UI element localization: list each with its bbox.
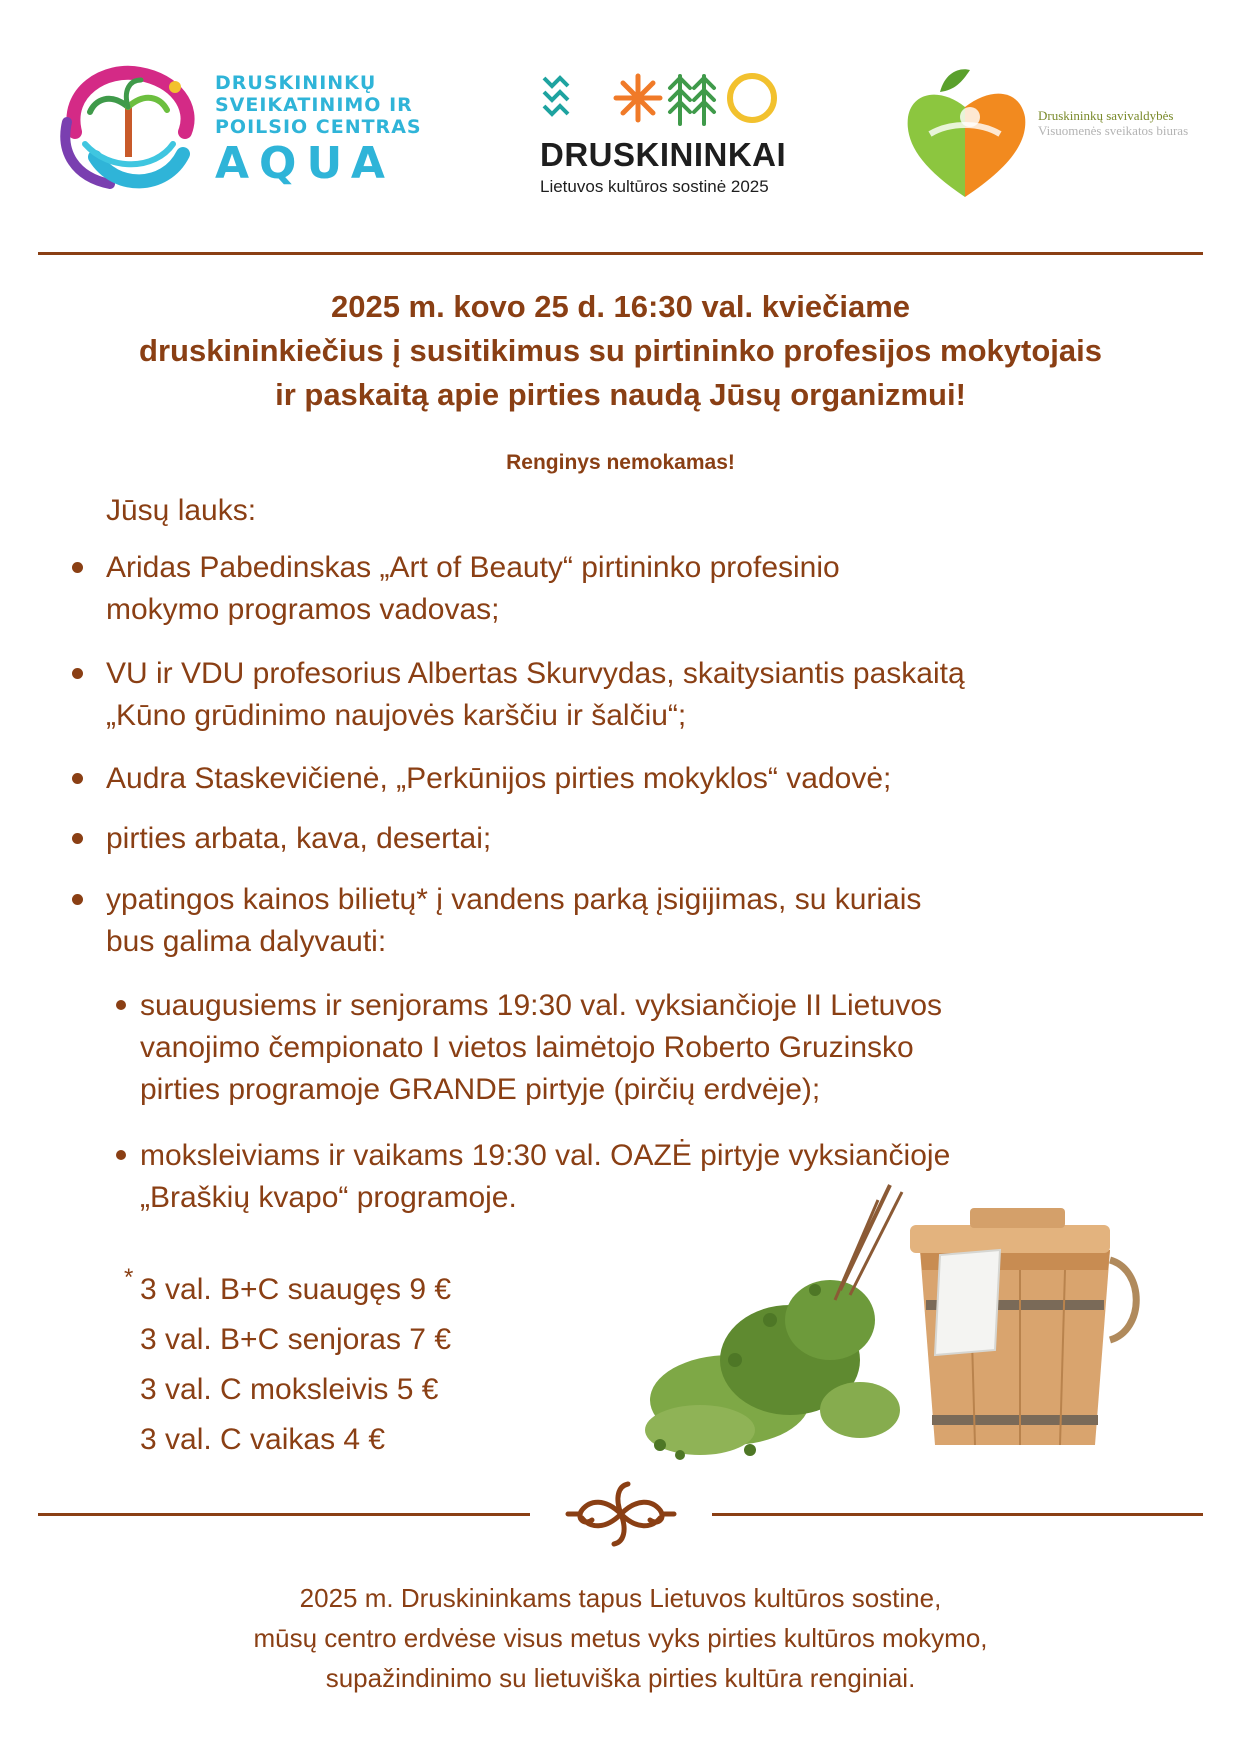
footer-line-2: mūsų centro erdvėse visus metus vyks pirties kultūros mokymo, xyxy=(253,1623,988,1653)
bullet-icon xyxy=(72,773,83,784)
list-item-line: pirties arbata, kava, desertai; xyxy=(106,822,492,855)
bottom-divider-left xyxy=(38,1513,530,1516)
bullet-icon xyxy=(72,668,83,679)
druskininkai-symbols-icon xyxy=(540,70,780,130)
folk-ornament-icon xyxy=(560,1478,682,1550)
sub-list-item-line: „Braškių kvapo“ programoje. xyxy=(140,1181,517,1214)
price-list xyxy=(124,1264,452,1465)
price-line: 3 val. C vaikas 4 € xyxy=(140,1423,386,1456)
sub-list-item-line: suaugusiems ir senjorams 19:30 val. vyksiančioje II Lietuvos xyxy=(140,989,943,1022)
druskininkai-logo xyxy=(530,70,800,200)
aqua-line-3: POILSIO CENTRAS xyxy=(215,116,422,138)
aqua-line-2: SVEIKATINIMO IR xyxy=(215,94,413,116)
bottom-divider-right xyxy=(712,1513,1203,1516)
free-event-note: Renginys nemokamas! xyxy=(506,451,735,474)
bullet-icon xyxy=(72,833,83,844)
heart-apple-icon xyxy=(900,62,1035,202)
headline-line-2: druskininkiečius į susitikimus su pirtininko profesijos mokytojais xyxy=(139,333,1102,368)
aqua-line-4: AQUA xyxy=(215,138,395,189)
footer-line-3: supažindinimo su lietuviška pirties kultūra renginiai. xyxy=(325,1663,916,1693)
bullet-icon xyxy=(116,1150,126,1160)
bullet-icon xyxy=(116,1000,126,1010)
sauna-bucket-icon xyxy=(640,1180,1180,1470)
druskininkai-subtitle: Lietuvos kultūros sostinė 2025 xyxy=(540,177,769,196)
list-item-line: VU ir VDU profesorius Albertas Skurvydas, skaitysiantis paskaitą xyxy=(106,657,965,690)
list-item xyxy=(106,547,1186,631)
list-item-line: ypatingos kainos bilietų* į vandens parką įsigijimas, su kuriais xyxy=(106,883,922,916)
list-item-line: „Kūno grūdinimo naujovės karščiu ir šalčiu“; xyxy=(106,699,687,732)
list-item-line: mokymo programos vadovas; xyxy=(106,593,500,626)
sub-list-item-line: pirties programoje GRANDE pirtyje (pirčių erdvėje); xyxy=(140,1073,821,1106)
sub-list-item xyxy=(140,985,1190,1111)
aqua-emblem-icon xyxy=(55,62,205,197)
list-item xyxy=(106,758,1186,800)
aqua-line-1: DRUSKININKŲ xyxy=(215,72,377,94)
list-item xyxy=(106,653,1186,737)
price-line: 3 val. B+C senjoras 7 € xyxy=(140,1323,452,1356)
sub-list-item-line: moksleiviams ir vaikams 19:30 val. OAZĖ pirtyje vyksiančioje xyxy=(140,1139,951,1172)
footer-text xyxy=(40,1578,1201,1698)
sub-list-item-line: vanojimo čempionato I vietos laimėtojo Roberto Gruzinsko xyxy=(140,1031,914,1064)
list-item-line: bus galima dalyvauti: xyxy=(106,925,387,958)
intro-text: Jūsų lauks: xyxy=(106,494,257,527)
top-divider xyxy=(38,252,1203,255)
bullet-icon xyxy=(72,894,83,905)
list-item xyxy=(106,879,1186,963)
druskininkai-name: DRUSKININKAI xyxy=(540,136,787,173)
aqua-logo xyxy=(55,62,422,197)
list-item xyxy=(106,818,1186,860)
footer-line-1: 2025 m. Druskininkams tapus Lietuvos kultūros sostine, xyxy=(299,1583,942,1613)
headline xyxy=(40,285,1201,417)
list-item-line: Aridas Pabedinskas „Art of Beauty“ pirtininko profesinio xyxy=(106,551,840,584)
list-item-line: Audra Staskevičienė, „Perkūnijos pirties mokyklos“ vadovė; xyxy=(106,762,892,795)
headline-line-3: ir paskaitą apie pirties naudą Jūsų organizmui! xyxy=(275,377,966,412)
price-line: 3 val. B+C suaugęs 9 € xyxy=(140,1273,452,1306)
health-bureau-line-1: Druskininkų savivaldybės xyxy=(1038,108,1174,123)
bullet-icon xyxy=(72,562,83,573)
sauna-bucket-illustration xyxy=(640,1180,1180,1470)
health-bureau-logo xyxy=(900,62,1200,202)
asterisk: * xyxy=(124,1264,134,1291)
headline-line-1: 2025 m. kovo 25 d. 16:30 val. kviečiame xyxy=(330,289,911,324)
health-bureau-line-2: Visuomenės sveikatos biuras xyxy=(1038,123,1189,138)
price-line: 3 val. C moksleivis 5 € xyxy=(140,1373,439,1406)
